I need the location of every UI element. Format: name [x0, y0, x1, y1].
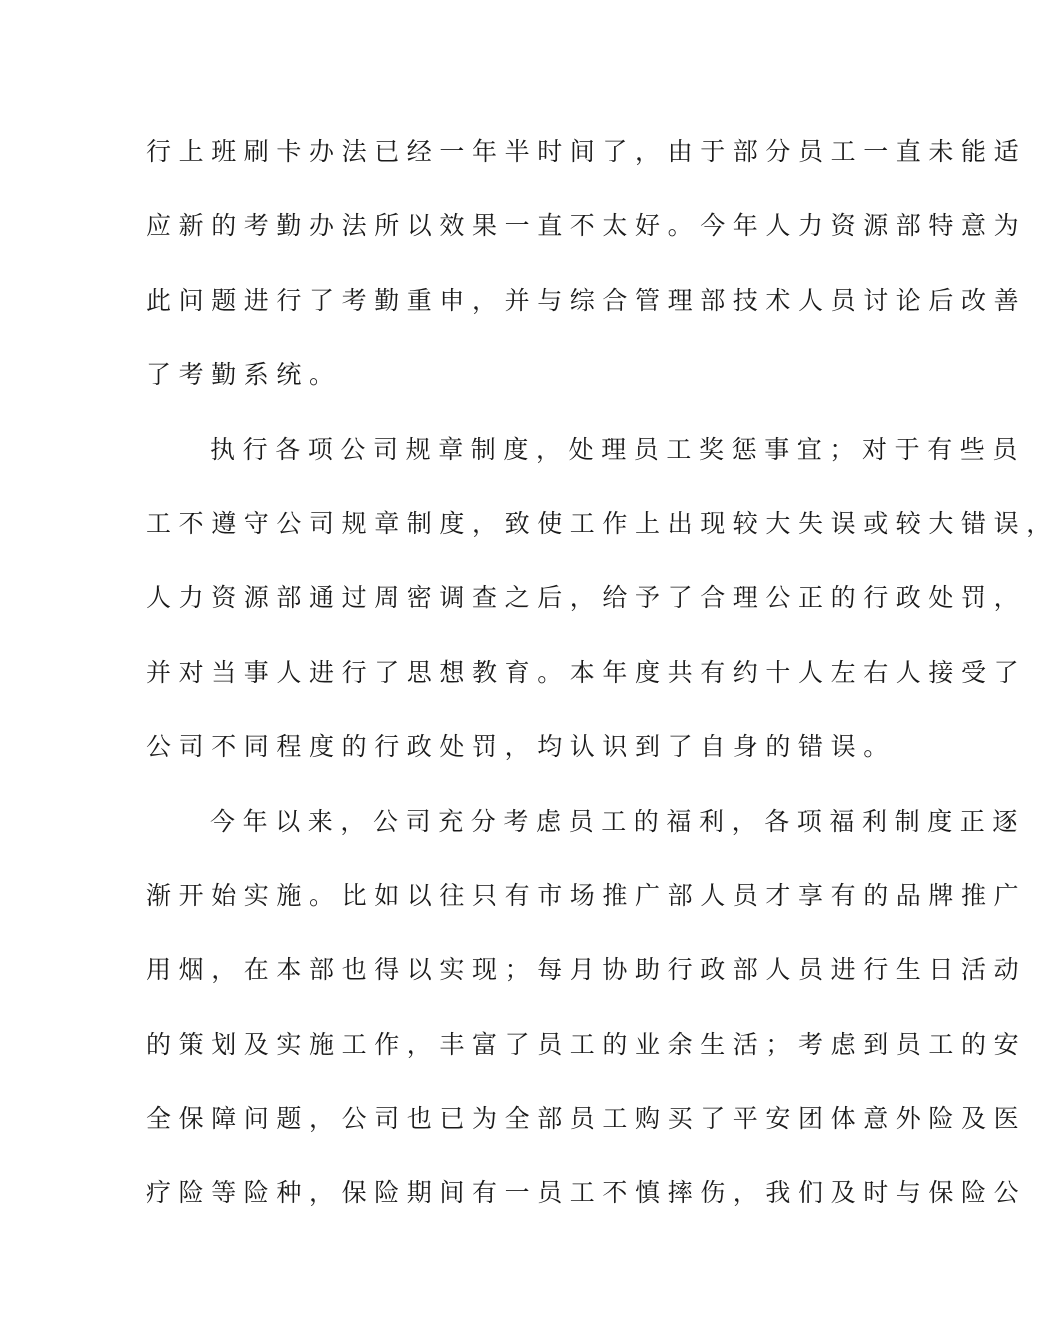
- paragraph-first-line: 执行各项公司规章制度，处理员工奖惩事宜；对于有些员: [210, 434, 1026, 464]
- text-line: 此问题进行了考勤重申，并与综合管理部技术人员讨论后改善: [146, 285, 1027, 315]
- paragraph-first-line: 今年以来，公司充分考虑员工的福利，各项福利制度正逐: [210, 806, 1026, 836]
- text-line: 用烟，在本部也得以实现；每月协助行政部人员进行生日活动: [146, 955, 1027, 985]
- text-line: 疗险等险种，保险期间有一员工不慎摔伤，我们及时与保险公: [146, 1178, 1027, 1208]
- text-line: 公司不同程度的行政处罚，均认识到了自身的错误。: [146, 732, 896, 762]
- text-line: 并对当事人进行了思想教育。本年度共有约十人左右人接受了: [146, 657, 1027, 687]
- document-body: [146, 126, 1059, 1242]
- text-line: 人力资源部通过周密调查之后，给予了合理公正的行政处罚，: [146, 583, 1027, 613]
- text-line: 的策划及实施工作，丰富了员工的业余生活；考虑到员工的安: [146, 1029, 1027, 1059]
- text-line: 全保障问题，公司也已为全部员工购买了平安团体意外险及医: [146, 1104, 1027, 1134]
- text-line: 工不遵守公司规章制度，致使工作上出现较大失误或较大错误，: [146, 508, 1059, 538]
- text-line: 了考勤系统。: [146, 360, 342, 390]
- text-line: 行上班刷卡办法已经一年半时间了，由于部分员工一直未能适: [146, 137, 1027, 166]
- text-line: 应新的考勤办法所以效果一直不太好。今年人力资源部特意为: [146, 211, 1027, 241]
- text-line: 渐开始实施。比如以往只有市场推广部人员才享有的品牌推广: [146, 880, 1027, 910]
